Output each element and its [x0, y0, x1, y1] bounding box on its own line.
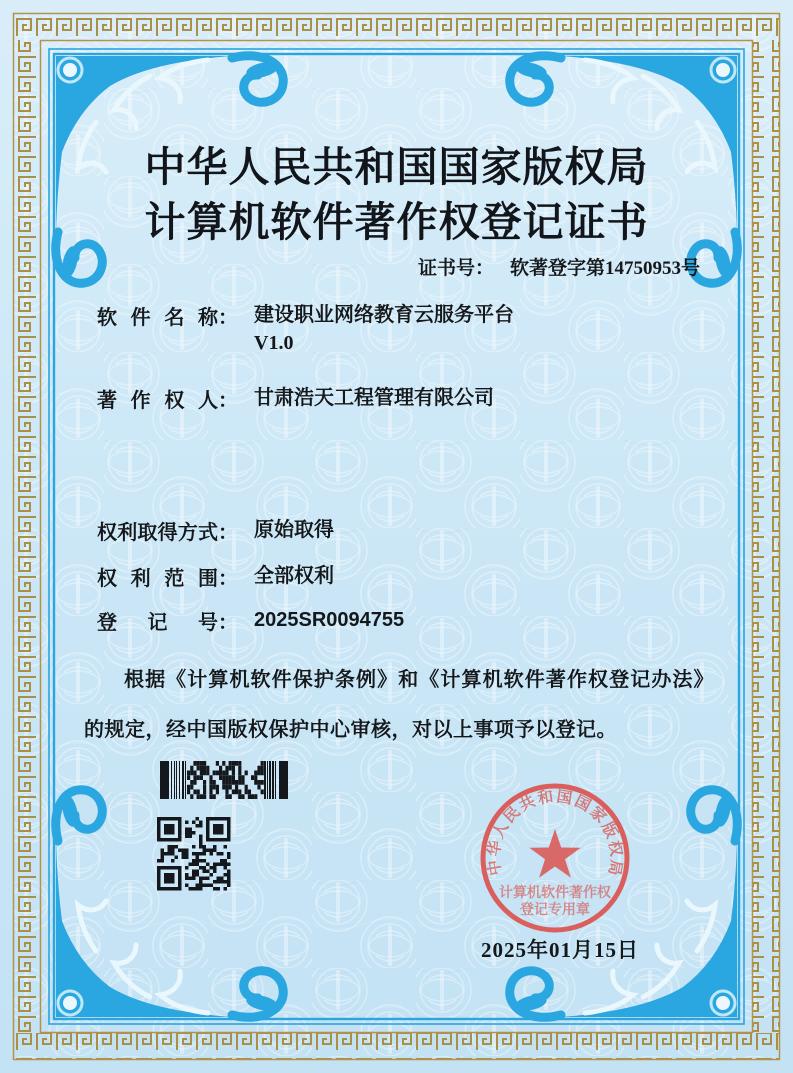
barcode	[160, 761, 290, 799]
official-seal	[477, 780, 633, 936]
copyright-owner-label: 著 作 权 人	[97, 390, 218, 412]
software-name-value	[254, 301, 514, 357]
colon: ：	[218, 522, 238, 544]
field-row-rights-scope	[97, 562, 334, 591]
seal-text-line1: 计算机软件著作权	[499, 884, 611, 900]
copyright-owner-value: 甘肃浩天工程管理有限公司	[254, 387, 494, 409]
colon: ：	[218, 612, 238, 634]
colon: ：	[218, 390, 238, 412]
issuer-title: 中华人民共和国国家版权局	[144, 144, 649, 190]
colon: ：	[218, 307, 238, 329]
certificate-number-value: 软著登字第14750953号	[509, 258, 700, 279]
qr-code	[157, 817, 233, 893]
registration-statement: 根据《计算机软件保护条例》和《计算机软件著作权登记办法》的规定，经中国版权保护中心审核，对以上事项予以登记。	[84, 669, 714, 741]
acquisition-label: 权 利 取 得 方 式	[97, 522, 218, 544]
rights-scope-value: 全部权利	[254, 565, 334, 587]
rights-scope-label: 权 利 范 围	[97, 568, 218, 590]
software-name-label: 软 件 名 称	[97, 307, 218, 329]
software-name-line1: 建设职业网络教育云服务平台	[254, 304, 514, 326]
field-row-registration-number	[97, 606, 404, 635]
registration-number-value: 2025SR0094755	[254, 609, 405, 631]
field-row-acquisition	[97, 516, 334, 545]
registration-number-label: 登 记 号	[97, 612, 218, 634]
certificate-number-line	[418, 253, 700, 280]
registration-date: 2025年01月15日	[481, 938, 639, 962]
certificate-number-label: 证书号：	[417, 258, 494, 279]
acquisition-value: 原始取得	[254, 519, 334, 541]
colon: ：	[218, 568, 238, 590]
field-row-copyright-owner	[97, 384, 494, 413]
seal-text-line2: 登记专用章	[520, 901, 590, 917]
software-version: V1.0	[254, 332, 294, 354]
seal-star-icon	[529, 829, 580, 878]
document-title: 计算机软件著作权登记证书	[144, 199, 649, 245]
seal-ring-text: 中华人民共和国国家版权局	[485, 788, 625, 877]
field-row-software-name	[97, 301, 514, 357]
